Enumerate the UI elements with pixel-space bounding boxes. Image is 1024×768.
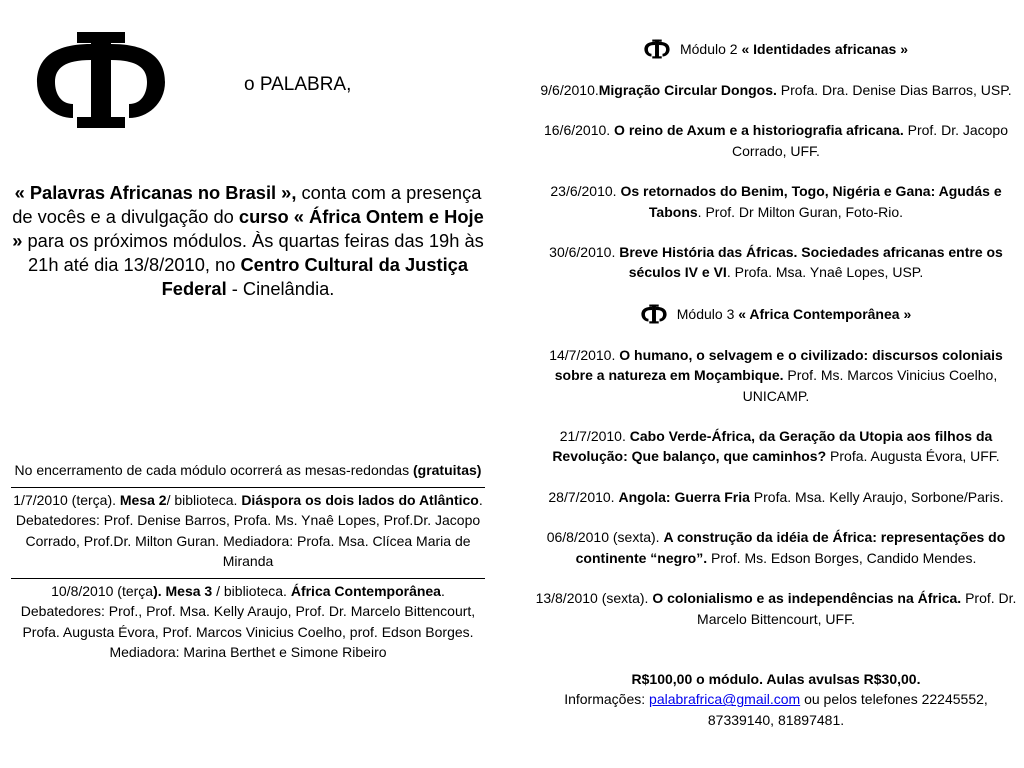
- closing-lead: No encerramento de cada módulo ocorrerá as mesas-redondas (gratuitas): [14, 462, 482, 478]
- schedule-entry: 06/8/2010 (sexta). A construção da idéia de África: representações do continente “negro”. Prof. Ms. Edson Borges, Candido Mendes.: [546, 529, 1006, 566]
- schedule-entry: 28/7/2010. Angola: Guerra Fria Profa. Msa. Kelly Araujo, Sorbone/Paris.: [548, 488, 1004, 505]
- adinkra-symbol-icon: [644, 39, 670, 59]
- adinkra-symbol-icon: [641, 304, 667, 324]
- schedule-entry: 30/6/2010. Breve História das Áfricas. Sociedades africanas entre os séculos IV e VI. Profa. Msa. Ynaê Lopes, USP.: [549, 244, 1003, 281]
- divider: [11, 487, 485, 488]
- schedule-entry: 23/6/2010. Os retornados do Benim, Togo, Nigéria e Gana: Agudás e Tabons. Prof. Dr Milton Guran, Foto-Rio.: [550, 183, 1002, 220]
- schedule-entry: 16/6/2010. O reino de Axum e a historiografia africana. Prof. Dr. Jacopo Corrado, UFF.: [543, 122, 1009, 159]
- module-2-entries: [534, 80, 1018, 283]
- schedule-entry: 13/8/2010 (sexta). O colonialismo e as independências na África. Prof. Dr. Marcelo Bittencourt, UFF.: [535, 590, 1017, 627]
- org-name: o PALABRA,: [244, 74, 352, 95]
- closing-section: [8, 460, 488, 663]
- module-3-heading: Módulo 3 « Africa Contemporânea »: [534, 303, 1018, 325]
- mesa-2: 1/7/2010 (terça). Mesa 2/ biblioteca. Diáspora os dois lados do Atlântico. Debatedores: Prof. Denise Barros, Profa. Ms. Ynaê Lopes, Prof.Dr. Jacopo Corrado, Prof.Dr. Milton Guran. Mediadora: Profa. Msa. Clícea Maria de Miranda: [13, 491, 483, 569]
- email-link[interactable]: palabrafrica@gmail.com: [649, 691, 801, 708]
- adinkra-logo-icon: [35, 30, 167, 130]
- schedule-column: [534, 38, 1018, 730]
- intro-paragraph: « Palavras Africanas no Brasil », conta com a presença de vocês e a divulgação do curso « África Ontem e Hoje » para os próximos módulos. Às quartas feiras das 19h às 21h até dia 13/8/2010, no Centro Cultural da Justiça Federal - Cinelândia.: [12, 182, 484, 299]
- schedule-entry: 14/7/2010. O humano, o selvagem e o civilizado: discursos coloniais sobre a natureza em Moçambique. Prof. Ms. Marcos Vinicius Coelho, UNICAMP.: [549, 346, 1003, 404]
- module-2-heading: Módulo 2 « Identidades africanas »: [534, 38, 1018, 60]
- project-name: « Palavras Africanas no Brasil »,: [14, 182, 297, 203]
- divider: [11, 578, 485, 579]
- venue-name: Centro Cultural da Justiça Federal: [161, 254, 468, 299]
- schedule-entry: 9/6/2010.Migração Circular Dongos. Profa. Dra. Denise Dias Barros, USP.: [540, 82, 1012, 98]
- mesa-3: 10/8/2010 (terça). Mesa 3 / biblioteca. África Contemporânea. Debatedores: Prof., Prof. Msa. Kelly Araujo, Prof. Dr. Marcelo Bittencourt, Profa. Augusta Évora, Prof. Marcos Vinicius Coelho, prof. Edson Borges. Mediadora: Marina Berthet e Simone Ribeiro: [20, 582, 476, 660]
- module-3-entries: [534, 345, 1018, 629]
- contact-info: Informações: palabrafrica@gmail.com ou pelos telefones 22245552, 87339140, 81897481.: [564, 691, 988, 728]
- course-name: curso « África Ontem e Hoje »: [12, 206, 484, 251]
- schedule-entry: 21/7/2010. Cabo Verde-África, da Geração da Utopia aos filhos da Revolução: Que balanço, que caminhos? Profa. Augusta Évora, UFF.: [552, 428, 1000, 465]
- price-info: R$100,00 o módulo. Aulas avulsas R$30,00.: [631, 670, 921, 687]
